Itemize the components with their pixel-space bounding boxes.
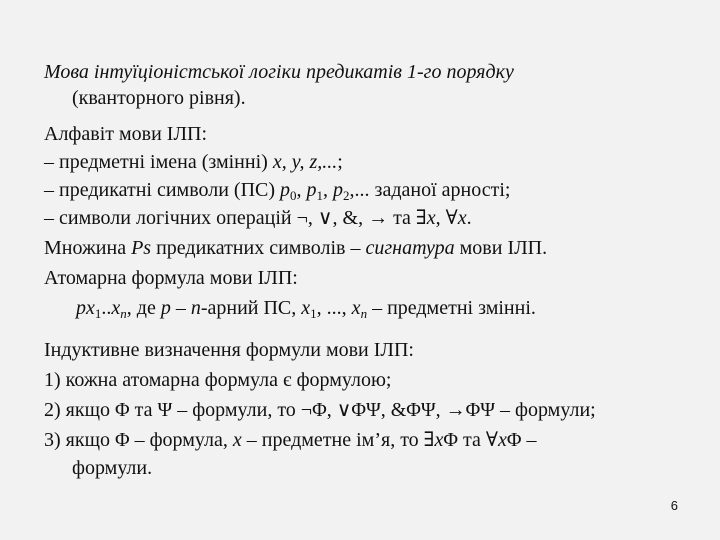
symbol: x <box>457 207 467 229</box>
atomic-heading: Атомарна формула мови ІЛП: <box>44 267 298 289</box>
title-line-2: (кванторного рівня). <box>72 87 246 109</box>
rule-2: 2) якщо Φ та Ψ – формули, то ¬Φ, ∨ΦΨ, &ΦΨ, →ΦΨ – формули; <box>44 399 596 421</box>
subscript: 1 <box>310 306 317 321</box>
text: – символи логічних операцій <box>44 207 297 229</box>
symbol: Ps <box>131 237 152 259</box>
text: ; <box>337 151 343 173</box>
symbol: x <box>301 297 311 319</box>
subscript: 2 <box>343 188 350 203</box>
symbol: p <box>280 179 291 201</box>
alphabet-item-operations <box>44 206 472 230</box>
variables: x, y, z,... <box>272 151 338 173</box>
text: -арний ПС, <box>200 297 302 319</box>
subscript: 0 <box>290 188 297 203</box>
subscript: n <box>360 306 368 321</box>
operators: ¬, ∨, &, → та ∃ <box>296 207 427 229</box>
symbol: px <box>76 297 95 319</box>
atomic-formula-line <box>76 296 536 320</box>
text: .. <box>101 297 112 319</box>
subscript: 1 <box>316 188 324 203</box>
symbol: x <box>111 297 121 319</box>
text: – предметні імена (змінні) <box>44 151 273 173</box>
signature-definition <box>44 236 547 260</box>
symbol: p <box>160 297 171 319</box>
inductive-heading: Індуктивне визначення формули мови ІЛП: <box>44 339 414 361</box>
alphabet-heading: Алфавіт мови ІЛП: <box>44 123 208 145</box>
symbol: x <box>434 429 444 451</box>
text: мови ІЛП. <box>454 237 548 259</box>
text: , де <box>126 297 161 319</box>
symbol: p <box>306 179 317 201</box>
text: 3) якщо Φ – формула, <box>44 429 233 451</box>
subscript: n <box>120 306 127 321</box>
text: – предметне ім’я, то ∃ <box>241 429 435 451</box>
symbol: x <box>497 429 507 451</box>
text: Φ – <box>506 429 537 451</box>
text: , ..., <box>316 297 352 319</box>
page-number: 6 <box>670 498 678 513</box>
symbol: p <box>333 179 344 201</box>
text: , ∀ <box>435 207 458 229</box>
rule-3-continuation: формули. <box>72 457 153 479</box>
text: . <box>466 207 472 229</box>
text: ,... заданої арності; <box>349 179 511 201</box>
subscript: 1 <box>94 306 102 321</box>
text: – <box>170 297 191 319</box>
alphabet-item-variables <box>44 150 343 174</box>
alphabet-item-predicates <box>44 178 510 202</box>
term: сигнатура <box>365 237 455 259</box>
text: , <box>323 179 334 201</box>
rule-3 <box>44 428 537 452</box>
symbol: x <box>426 207 436 229</box>
text: Множина <box>44 237 132 259</box>
rule-1: 1) кожна атомарна формула є формулою; <box>44 369 392 391</box>
text: – предикатні символи (ПС) <box>44 179 281 201</box>
text: Φ та ∀ <box>443 429 498 451</box>
text: , <box>296 179 307 201</box>
text: – предметні змінні. <box>367 297 536 319</box>
symbol: n <box>190 297 201 319</box>
symbol: x <box>232 429 242 451</box>
symbol: x <box>351 297 361 319</box>
title-line-1: Мова інтуїціоністської логіки предикатів 1-го порядку <box>44 61 514 83</box>
text: предикатних символів – <box>151 237 366 259</box>
